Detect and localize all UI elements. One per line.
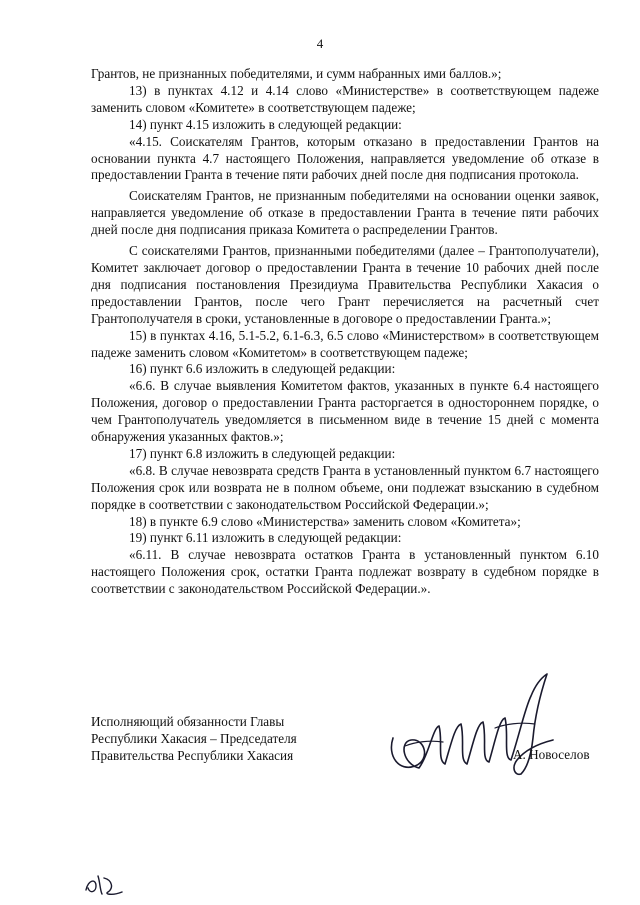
signatory-title-line-2: Республики Хакасия – Председателя	[91, 731, 297, 746]
signer-name: А. Новоселов	[513, 747, 590, 762]
paragraph-7: 15) в пунктах 4.16, 5.1-5.2, 6.1-6.3, 6.5 слово «Министерством» в соответствующем падеже заменить словом «Комитетом» в соответствующем падеже;	[91, 327, 599, 360]
paragraph-3: 14) пункт 4.15 изложить в следующей редакции:	[129, 116, 402, 132]
signatory-title-line-1: Исполняющий обязанности Главы	[91, 714, 285, 729]
paragraph-13: 19) пункт 6.11 изложить в следующей редакции:	[129, 530, 402, 546]
paragraph-8: 16) пункт 6.6 изложить в следующей редакции:	[129, 361, 396, 377]
page-number: 4	[316, 36, 324, 51]
paragraph-5: Соискателям Грантов, не признанным победителями на основании оценки заявок, направляется уведомление об отказе в предоставлении Гранта в течение пяти рабочих дней после дня подписания приказа Комитета о распределении Грантов.	[91, 188, 599, 238]
paragraph-6: С соискателями Грантов, признанными победителями (далее – Грантополучатели), Комитет заключает договор о предоставлении Гранта в течение 10 рабочих дней после дня подписания постановления Президиума Правительства Республики Хакасия о предоставлении Грантов, после чего Грант перечисляется на расчетный счет Грантополучателя в сроки, установленные в договоре о предоставлении Гранта.»;	[91, 243, 599, 326]
signatory-title	[91, 713, 351, 764]
document-body	[91, 66, 599, 598]
paragraph-4: «4.15. Соискателям Грантов, которым отказано в предоставлении Грантов на основании пункта 4.7 настоящего Положения, направляется уведомление об отказе в предоставлении Гранта в течение пяти рабочих дней после дня подписания протокола.	[91, 133, 599, 183]
handwritten-page-mark	[82, 870, 132, 898]
paragraph-9: «6.6. В случае выявления Комитетом фактов, указанных в пункте 6.4 настоящего Положения, договор о предоставлении Гранта расторгается в одностороннем порядке, о чем Грантополучатель уведомляется в письменном виде в течение 15 дней с момента обнаружения указанных фактов.»;	[91, 378, 599, 445]
paragraph-1: Грантов, не признанных победителями, и сумм набранных ими баллов.»;	[91, 66, 502, 81]
paragraph-11: «6.8. В случае невозврата средств Гранта в установленный пунктом 6.7 настоящего Положения срок или возврата не в полном объеме, они подлежат взысканию в судебном порядке в соответствии с законодательством Российской Федерации.»;	[91, 462, 599, 512]
signatory-title-line-3: Правительства Республики Хакасия	[91, 748, 294, 763]
paragraph-2: 13) в пунктах 4.12 и 4.14 слово «Министерстве» в соответствующем падеже заменить словом «Комитете» в соответствующем падеже;	[91, 82, 599, 115]
paragraph-12: 18) в пункте 6.9 слово «Министерства» заменить словом «Комитета»;	[129, 513, 521, 529]
paragraph-10: 17) пункт 6.8 изложить в следующей редакции:	[129, 445, 396, 461]
paragraph-14: «6.11. В случае невозврата остатков Гранта в установленный пунктом 6.10 настоящего Положения срок, остатки Гранта подлежат возврату в судебном порядке в соответствии с законодательством Российской Федерации.».	[91, 547, 599, 597]
